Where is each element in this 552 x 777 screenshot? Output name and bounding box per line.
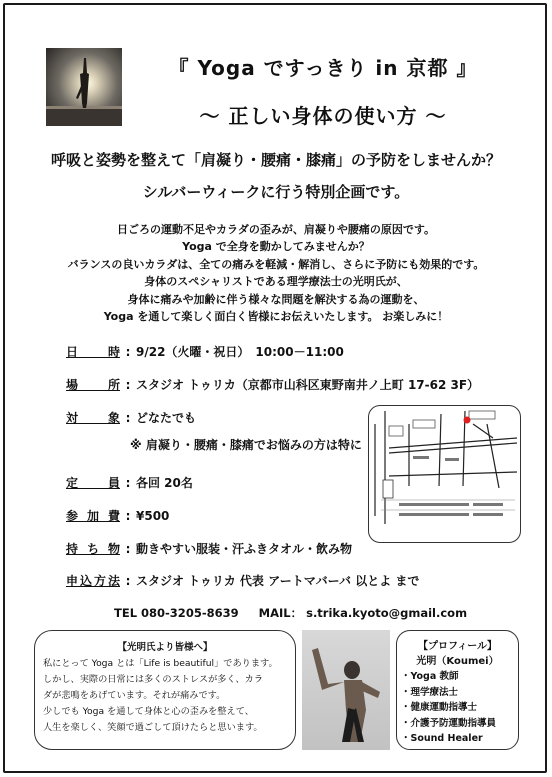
subtitle-line-2: シルバーウィークに行う特別企画です。 xyxy=(142,183,410,201)
detail-label: 日時 xyxy=(66,345,120,359)
profile-name: 光明（Koumei） xyxy=(416,656,499,667)
detail-value: 9/22（火曜・祝日） 10:00－11:00 xyxy=(136,345,344,359)
contact-tel: TEL 080-3205-8639 xyxy=(114,606,239,620)
detail-items: 持ち物 : 動きやすい服装・汗ふきタオル・飲み物 xyxy=(66,542,353,556)
message-title: 【光明氏より皆様へ】 xyxy=(117,642,213,653)
intro-paragraph xyxy=(0,221,552,325)
intro-line: Yoga で全身を動かしてみませんか？ xyxy=(182,240,370,254)
profile-item: ・理学療法士 xyxy=(401,686,459,698)
detail-value: スタジオ トゥリカ 代表 アートマバーバ 以とよ まで xyxy=(136,574,420,588)
profile-item: ・介護予防運動指導員 xyxy=(401,717,497,729)
detail-capacity: 定員 : 各回 20名 xyxy=(66,476,193,490)
contact-mail: MAIL： s.trika.kyoto@gmail.com xyxy=(258,606,468,620)
target-note: ※ 肩凝り・腰痛・膝痛でお悩みの方は特に xyxy=(130,438,362,452)
subtitle-line-1: 呼吸と姿勢を整えて「肩凝り・腰痛・膝痛」の予防をしませんか？ xyxy=(50,151,501,169)
detail-place: 場所 : スタジオ トゥリカ（京都市山科区東野南井ノ上町 17-62 3F） xyxy=(66,378,480,392)
yoga-sunset-photo xyxy=(46,48,122,126)
detail-date: 日時 : 9/22（火曜・祝日） 10:00－11:00 xyxy=(66,345,344,359)
message-line: ダが悲鳴をあげています。それが痛みです。 xyxy=(43,690,226,701)
detail-target: 対象 : どなたでも xyxy=(66,411,197,425)
profile-item: ・健康運動指導士 xyxy=(401,702,478,713)
detail-label: 持ち物 xyxy=(66,542,120,556)
intro-line: 日ごろの運動不足やカラダの歪みが、肩凝りや腰痛の原因です。 xyxy=(116,223,435,236)
profile-title: 【プロフィール】 xyxy=(418,641,497,652)
message-line: 少しでも Yoga を通して身体と心の歪みを整えて、 xyxy=(43,706,254,717)
detail-value: スタジオ トゥリカ（京都市山科区東野南井ノ上町 17-62 3F） xyxy=(136,378,480,392)
detail-value: どなたでも xyxy=(136,411,197,425)
profile-box xyxy=(396,630,519,750)
detail-label: 申込方法 xyxy=(66,574,120,588)
message-line: しかし、実際の日常には多くのストレスが多く、カラ xyxy=(43,674,264,685)
intro-line: Yoga を通して楽しく面白く皆様にお伝えいたします。 お楽しみに！ xyxy=(103,310,449,324)
profile-item: ・Yoga 教師 xyxy=(401,671,459,682)
detail-label: 定員 xyxy=(66,476,120,490)
studio-marker xyxy=(464,417,471,424)
intro-line: 身体に痛みや加齢に伴う様々な問題を解決する為の運動を、 xyxy=(127,292,425,306)
intro-line: 身体のスペシャリストである理学療法士の光明氏が、 xyxy=(144,275,408,289)
message-box xyxy=(34,630,296,750)
detail-value: 動きやすい服装・汗ふきタオル・飲み物 xyxy=(136,542,353,556)
detail-label: 対象 xyxy=(66,411,120,425)
detail-fee: 参加費 : ¥500 xyxy=(66,509,170,523)
message-line: 私にとって Yoga とは「Life is beautiful」であります。 xyxy=(43,658,278,669)
access-map xyxy=(368,405,521,543)
detail-value: 各回 20名 xyxy=(136,476,193,490)
title-line-1: 『 Yoga ですっきり in 京都 』 xyxy=(168,56,478,80)
intro-line: バランスの良いカラダは、全ての痛みを軽減・解消し、さらに予防にも効果的です。 xyxy=(67,257,485,271)
profile-item: ・Sound Healer xyxy=(401,733,483,744)
title-line-2: ～ 正しい身体の使い方 ～ xyxy=(199,104,447,128)
detail-apply: 申込方法 : スタジオ トゥリカ 代表 アートマバーバ 以とよ まで xyxy=(66,574,420,588)
detail-label: 場所 xyxy=(66,378,120,392)
detail-value: ¥500 xyxy=(136,509,170,523)
detail-label: 参加費 xyxy=(66,509,120,523)
contact-line xyxy=(114,605,467,621)
instructor-photo xyxy=(302,630,390,750)
message-line: 人生を楽しく、笑顔で過ごして頂けたらと思います。 xyxy=(43,722,263,733)
